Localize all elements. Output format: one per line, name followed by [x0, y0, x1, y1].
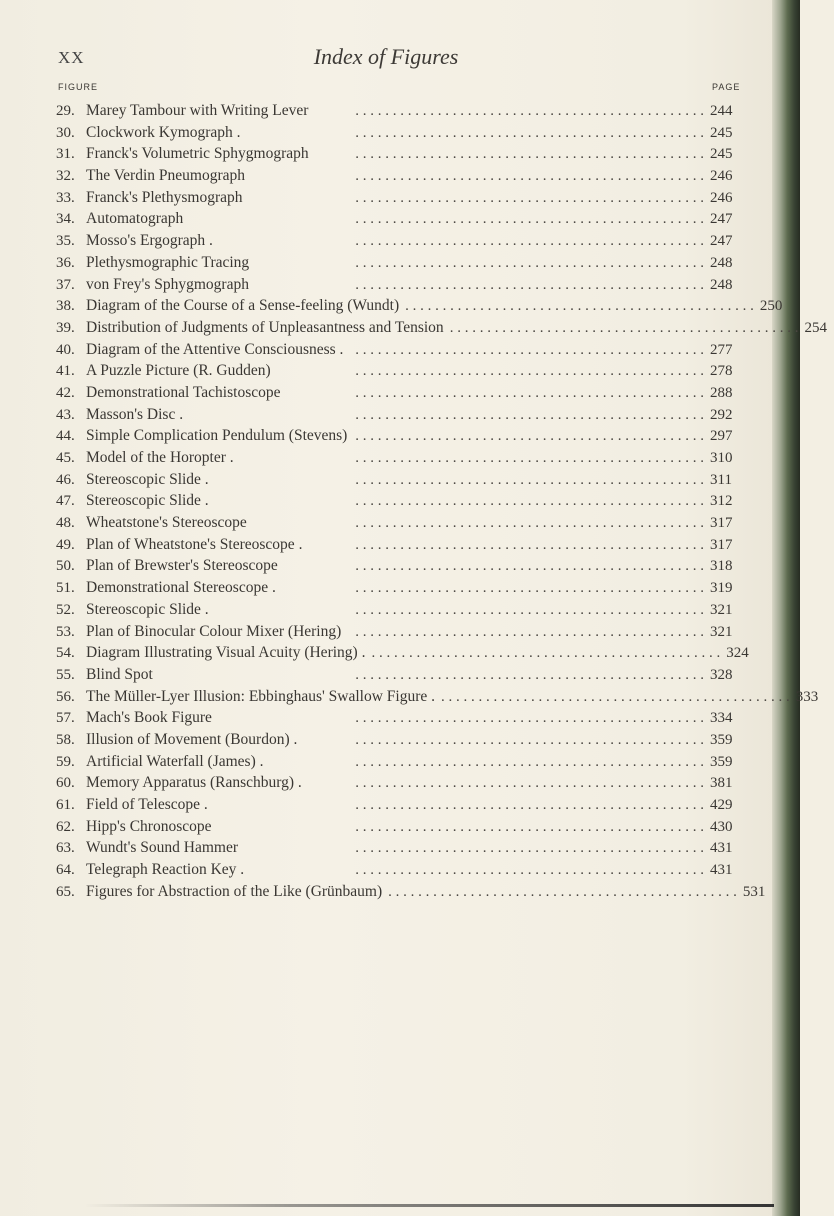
dot-leader: . . . . . . . . . . . . . . . . . . . . . . . . . . . . . . . . . . . . . . . . . . . . . . . — [355, 276, 704, 293]
index-entry — [56, 881, 766, 903]
figure-number: 29. — [56, 103, 75, 119]
page-reference: 429 — [710, 797, 733, 813]
index-entry — [56, 837, 740, 859]
figure-number: 65. — [56, 883, 75, 900]
figure-number: 40. — [56, 341, 75, 358]
figure-number: 34. — [56, 211, 75, 228]
figure-title: Diagram of the Attentive Consciousness . — [86, 340, 344, 358]
figure-number: 33. — [56, 189, 75, 206]
figure-number: 64. — [56, 862, 75, 879]
index-entry — [56, 621, 740, 643]
figure-title: Telegraph Reaction Key . — [86, 861, 245, 879]
page-reference: 292 — [710, 406, 733, 423]
dot-leader: . . . . . . . . . . . . . . . . . . . . . . . . . . . . . . . . . . . . . . . . . . . . . . . — [355, 168, 704, 185]
page-reference: 246 — [710, 168, 733, 185]
figure-title: Figures for Abstraction of the Like (Grünbaum) — [86, 882, 383, 900]
figure-title: Memory Apparatus (Ranschburg) . — [86, 774, 302, 792]
figure-number: 38. — [56, 298, 75, 315]
page-reference: 431 — [710, 840, 733, 857]
dot-leader: . . . . . . . . . . . . . . . . . . . . . . . . . . . . . . . . . . . . . . . . . . . . . . . — [355, 428, 704, 445]
figure-title: The Müller-Lyer Illusion: Ebbinghaus' Swallow Figure . — [86, 687, 436, 705]
page-reference: 317 — [710, 515, 733, 532]
figure-number: 62. — [56, 818, 75, 835]
index-entry — [56, 317, 827, 339]
figure-title: Plethysmographic Tracing — [86, 253, 250, 271]
figure-number: 39. — [56, 319, 75, 336]
index-entry — [56, 122, 740, 144]
figure-title: Distribution of Judgments of Unpleasantness and Tension — [86, 318, 444, 336]
figure-number: 31. — [56, 146, 75, 163]
figure-title: Plan of Brewster's Stereoscope — [86, 557, 278, 575]
dot-leader: . . . . . . . . . . . . . . . . . . . . . . . . . . . . . . . . . . . . . . . . . . . . . . . — [355, 211, 704, 228]
dot-leader: . . . . . . . . . . . . . . . . . . . . . . . . . . . . . . . . . . . . . . . . . . . . . . . — [355, 124, 704, 141]
index-entry — [56, 664, 740, 686]
page-reference: 431 — [710, 862, 733, 879]
page-reference: 247 — [710, 233, 733, 250]
page-reference: 310 — [710, 450, 733, 466]
index-entry — [56, 490, 740, 512]
figure-title: Blind Spot — [86, 665, 153, 683]
dot-leader: . . . . . . . . . . . . . . . . . . . . . . . . . . . . . . . . . . . . . . . . . . . . . . . — [355, 493, 704, 510]
index-entry — [56, 469, 740, 491]
index-entry — [56, 295, 783, 317]
figure-number: 41. — [56, 363, 75, 380]
dot-leader: . . . . . . . . . . . . . . . . . . . . . . . . . . . . . . . . . . . . . . . . . . . . . . . — [355, 666, 704, 683]
figure-title: von Frey's Sphygmograph — [86, 275, 249, 293]
page-reference: 254 — [804, 319, 827, 336]
dot-leader: . . . . . . . . . . . . . . . . . . . . . . . . . . . . . . . . . . . . . . . . . . . . . . . — [441, 688, 790, 705]
page-reference: 245 — [710, 146, 733, 163]
column-header-page: PAGE — [712, 82, 741, 92]
figure-title: Automatograph — [86, 210, 184, 228]
figure-title: Hipp's Chronoscope — [86, 817, 212, 835]
index-entry — [56, 187, 740, 209]
figure-number: 61. — [56, 797, 75, 813]
figure-number: 37. — [56, 276, 75, 293]
page-reference: 328 — [710, 666, 733, 683]
index-entry — [56, 404, 740, 426]
index-entry — [56, 859, 740, 881]
figure-title: Diagram of the Course of a Sense-feeling (Wundt) — [86, 297, 400, 315]
figure-number: 30. — [56, 124, 75, 141]
index-entry — [56, 339, 740, 361]
page-title: Index of Figures — [313, 44, 459, 69]
dot-leader: . . . . . . . . . . . . . . . . . . . . . . . . . . . . . . . . . . . . . . . . . . . . . . . — [388, 883, 737, 900]
figure-number: 54. — [56, 645, 75, 662]
figure-title: Clockwork Kymograph . — [86, 123, 241, 141]
figure-number: 36. — [56, 254, 75, 271]
figure-title: Artificial Waterfall (James) . — [86, 752, 264, 770]
page-reference: 244 — [710, 103, 733, 119]
figure-title: Marey Tambour with Writing Lever — [86, 102, 309, 119]
index-entry — [56, 382, 740, 404]
dot-leader: . . . . . . . . . . . . . . . . . . . . . . . . . . . . . . . . . . . . . . . . . . . . . . . — [355, 254, 704, 271]
dot-leader: . . . . . . . . . . . . . . . . . . . . . . . . . . . . . . . . . . . . . . . . . . . . . . . — [355, 103, 704, 119]
figure-title: Franck's Volumetric Sphygmograph — [86, 145, 309, 163]
figure-title: Field of Telescope . — [86, 796, 208, 813]
page-reference: 318 — [710, 558, 733, 575]
column-header-figure: FIGURE — [58, 82, 99, 92]
page-reference: 319 — [710, 580, 733, 597]
figure-title: Stereoscopic Slide . — [86, 470, 209, 488]
index-entry — [56, 642, 749, 664]
page-reference: 278 — [710, 363, 733, 380]
figure-title: Wheatstone's Stereoscope — [86, 514, 247, 532]
figure-title: Franck's Plethysmograph — [86, 188, 243, 206]
figure-title: Stereoscopic Slide . — [86, 492, 209, 510]
dot-leader: . . . . . . . . . . . . . . . . . . . . . . . . . . . . . . . . . . . . . . . . . . . . . . . — [405, 298, 754, 315]
page-reference: 246 — [710, 189, 733, 206]
index-entry — [56, 208, 740, 230]
figure-title: Diagram Illustrating Visual Acuity (Hering) . — [86, 644, 366, 662]
figure-number: 49. — [56, 536, 75, 553]
page-reference: 311 — [710, 471, 732, 488]
figure-number: 46. — [56, 471, 75, 488]
page-reference: 288 — [710, 384, 733, 401]
index-entry — [56, 772, 740, 794]
dot-leader: . . . . . . . . . . . . . . . . . . . . . . . . . . . . . . . . . . . . . . . . . . . . . . . — [355, 710, 704, 727]
page-reference: 277 — [710, 341, 733, 358]
page-reference: 248 — [710, 276, 733, 293]
page-reference: 531 — [742, 883, 766, 900]
figure-number: 45. — [56, 450, 75, 466]
page-reference: 381 — [710, 775, 733, 792]
figure-title: Demonstrational Tachistoscope — [86, 383, 281, 401]
figure-number: 43. — [56, 406, 75, 423]
page-reference: 359 — [710, 731, 733, 748]
dot-leader: . . . . . . . . . . . . . . . . . . . . . . . . . . . . . . . . . . . . . . . . . . . . . . . — [355, 753, 704, 770]
index-entry — [56, 274, 740, 296]
page-reference: 333 — [795, 688, 819, 705]
dot-leader: . . . . . . . . . . . . . . . . . . . . . . . . . . . . . . . . . . . . . . . . . . . . . . . — [355, 601, 704, 618]
figure-title: Simple Complication Pendulum (Stevens) — [86, 427, 348, 445]
dot-leader: . . . . . . . . . . . . . . . . . . . . . . . . . . . . . . . . . . . . . . . . . . . . . . . — [449, 319, 799, 336]
figure-title: Masson's Disc . — [86, 405, 184, 423]
page-reference: 359 — [710, 753, 733, 770]
index-entry — [56, 100, 740, 122]
dot-leader: . . . . . . . . . . . . . . . . . . . . . . . . . . . . . . . . . . . . . . . . . . . . . . . — [355, 797, 704, 813]
page-reference: 334 — [710, 710, 733, 727]
figure-title: Plan of Wheatstone's Stereoscope . — [86, 535, 303, 553]
dot-leader: . . . . . . . . . . . . . . . . . . . . . . . . . . . . . . . . . . . . . . . . . . . . . . . — [355, 384, 704, 401]
figure-number: 60. — [56, 775, 75, 792]
page-reference: 247 — [710, 211, 733, 228]
figure-title: Illusion of Movement (Bourdon) . — [86, 730, 298, 748]
dot-leader: . . . . . . . . . . . . . . . . . . . . . . . . . . . . . . . . . . . . . . . . . . . . . . . — [355, 818, 704, 835]
index-entry — [56, 707, 740, 729]
figure-number: 56. — [56, 688, 75, 705]
figure-number: 51. — [56, 580, 75, 597]
dot-leader: . . . . . . . . . . . . . . . . . . . . . . . . . . . . . . . . . . . . . . . . . . . . . . . — [355, 862, 704, 879]
index-entry — [56, 686, 819, 708]
figure-number: 63. — [56, 840, 75, 857]
dot-leader: . . . . . . . . . . . . . . . . . . . . . . . . . . . . . . . . . . . . . . . . . . . . . . . — [355, 233, 704, 250]
index-entry — [56, 794, 740, 816]
figure-number: 47. — [56, 493, 75, 510]
dot-leader: . . . . . . . . . . . . . . . . . . . . . . . . . . . . . . . . . . . . . . . . . . . . . . . — [355, 450, 704, 466]
figure-number: 59. — [56, 753, 75, 770]
page-reference: 312 — [710, 493, 733, 510]
figure-title: Model of the Horopter . — [86, 449, 234, 466]
index-entry — [56, 165, 740, 187]
dot-leader: . . . . . . . . . . . . . . . . . . . . . . . . . . . . . . . . . . . . . . . . . . . . . . . — [355, 406, 704, 423]
dot-leader: . . . . . . . . . . . . . . . . . . . . . . . . . . . . . . . . . . . . . . . . . . . . . . . — [355, 731, 704, 748]
figure-number: 35. — [56, 233, 75, 250]
figure-number: 52. — [56, 601, 75, 618]
index-entry — [56, 751, 740, 773]
dot-leader: . . . . . . . . . . . . . . . . . . . . . . . . . . . . . . . . . . . . . . . . . . . . . . . — [355, 363, 704, 380]
index-entry — [56, 577, 740, 599]
figure-title: Stereoscopic Slide . — [86, 600, 209, 618]
figure-number: 32. — [56, 168, 75, 185]
figure-title: Demonstrational Stereoscope . — [86, 579, 276, 597]
figure-title: Mosso's Ergograph . — [86, 232, 213, 250]
index-entry — [56, 143, 740, 165]
index-entry — [56, 729, 740, 751]
page-reference: 245 — [710, 124, 733, 141]
index-entry — [56, 599, 740, 621]
figure-number: 55. — [56, 666, 75, 683]
figure-number: 50. — [56, 558, 75, 575]
page-reference: 321 — [710, 623, 733, 640]
figure-number: 48. — [56, 515, 75, 532]
dot-leader: . . . . . . . . . . . . . . . . . . . . . . . . . . . . . . . . . . . . . . . . . . . . . . . — [355, 623, 704, 640]
figure-title: Plan of Binocular Colour Mixer (Hering) — [86, 622, 342, 640]
figure-number: 42. — [56, 384, 75, 401]
index-entry — [56, 534, 740, 556]
dot-leader: . . . . . . . . . . . . . . . . . . . . . . . . . . . . . . . . . . . . . . . . . . . . . . . — [355, 146, 704, 163]
page-reference: 248 — [710, 254, 733, 271]
index-entry — [56, 447, 740, 469]
figure-index-list — [56, 100, 827, 902]
figure-number: 53. — [56, 623, 75, 640]
figure-title: A Puzzle Picture (R. Gudden) — [86, 362, 271, 380]
index-entry — [56, 230, 740, 252]
dot-leader: . . . . . . . . . . . . . . . . . . . . . . . . . . . . . . . . . . . . . . . . . . . . . . . — [355, 189, 704, 206]
dot-leader: . . . . . . . . . . . . . . . . . . . . . . . . . . . . . . . . . . . . . . . . . . . . . . . — [355, 775, 704, 792]
bottom-rule — [84, 1204, 774, 1207]
index-entry — [56, 555, 740, 577]
figure-title: Mach's Book Figure — [86, 709, 212, 727]
dot-leader: . . . . . . . . . . . . . . . . . . . . . . . . . . . . . . . . . . . . . . . . . . . . . . . — [355, 471, 704, 488]
dot-leader: . . . . . . . . . . . . . . . . . . . . . . . . . . . . . . . . . . . . . . . . . . . . . . . — [355, 580, 704, 597]
figure-number: 57. — [56, 710, 75, 727]
page-number: XX — [58, 48, 85, 67]
dot-leader: . . . . . . . . . . . . . . . . . . . . . . . . . . . . . . . . . . . . . . . . . . . . . . . — [355, 536, 704, 553]
page-reference: 297 — [710, 428, 733, 445]
index-entry — [56, 816, 740, 838]
page-reference: 250 — [759, 298, 783, 315]
figure-number: 44. — [56, 428, 75, 445]
page-reference: 317 — [710, 536, 733, 553]
page-reference: 321 — [710, 601, 733, 618]
figure-title: The Verdin Pneumograph — [86, 167, 245, 185]
index-entry — [56, 360, 740, 382]
index-entry — [56, 252, 740, 274]
page-reference: 430 — [710, 818, 733, 835]
dot-leader: . . . . . . . . . . . . . . . . . . . . . . . . . . . . . . . . . . . . . . . . . . . . . . . — [355, 558, 704, 575]
page-reference: 324 — [726, 645, 749, 662]
index-entry — [56, 425, 740, 447]
dot-leader: . . . . . . . . . . . . . . . . . . . . . . . . . . . . . . . . . . . . . . . . . . . . . . . — [371, 645, 721, 662]
index-entry — [56, 512, 740, 534]
figure-number: 58. — [56, 731, 75, 748]
dot-leader: . . . . . . . . . . . . . . . . . . . . . . . . . . . . . . . . . . . . . . . . . . . . . . . — [355, 840, 704, 857]
figure-title: Wundt's Sound Hammer — [86, 839, 238, 857]
dot-leader: . . . . . . . . . . . . . . . . . . . . . . . . . . . . . . . . . . . . . . . . . . . . . . . — [355, 341, 704, 358]
page-edge-shadow — [772, 0, 800, 1216]
dot-leader: . . . . . . . . . . . . . . . . . . . . . . . . . . . . . . . . . . . . . . . . . . . . . . . — [355, 515, 704, 532]
